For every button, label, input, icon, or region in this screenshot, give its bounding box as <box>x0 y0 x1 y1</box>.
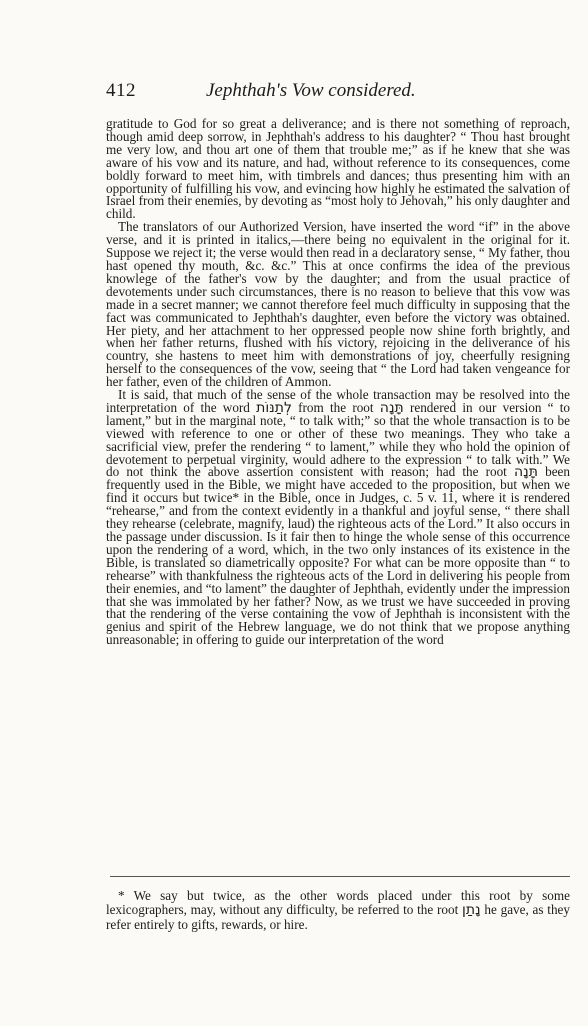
body-text <box>106 118 570 647</box>
paragraph-3: It is said, that much of the sense of the whole transaction may be resolved into the interpretation of the word לְתַנּוֹת from the root תָּנָה rendered in our version “ to lament,” but in the marginal note, “ to talk with;” so that the whole transaction is to be viewed with reference to one or other of these two meanings. They who take a sacrificial view, prefer the rendering “ to lament,” while they who hold the opinion of devotement to perpetual virginity, would adhere to the expression “ to talk with.” We do not think the above assertion consistent with reason; had the root תָּנָה been frequently used in the Bible, we might have acceded to the proposition, but when we find it occurs but twice* in the Bible, once in Judges, c. 5 v. 11, where it is rendered “rehearse,” and from the context evidently in a thankful and joyful sense, “ there shall they rehearse (celebrate, magnify, laud) the righteous acts of the Lord.” It also occurs in the passage under discussion. Is it fair then to hinge the whole sense of this occurrence upon the rendering of a word, which, in the two only instances of its existence in the Bible, is translated so diametrically opposite? For what can be more opposite than “ to rehearse” with thankfulness the righteous acts of the Lord in delivering his people from their enemies, and “to lament” the daughter of Jephthah, evidently under the impression that she was immolated by her father? Now, as we trust we have succeeded in proving that the rendering of the verse containing the vow of Jephthah is inconsistent with the genius and spirit of the Hebrew language, we do not think that we propose anything unreasonable; in offering to guide our interpretation of the word <box>106 387 570 648</box>
paragraph-1: gratitude to God for so great a deliverance; and is there not something of reproach, though amid deep sorrow, in Jephthah's address to his daughter? “ Thou hast brought me very low, and thou art one of them that trouble me;” as if he knew that she was aware of his vow and its nature, and had, without reference to its consequences, come boldly forward to meet him, with timbrels and dances; thus presenting him with an opportunity of fulfilling his vow, and evincing how highly he estimated the salvation of Israel from their enemies, by devoting as “most holy to Jehovah,” his only daughter and child. <box>106 116 570 222</box>
footnote-text: * We say but twice, as the other words placed under this root by some lexicographers, may, without any difficulty, be referred to the root נָתַן he gave, as they refer entirely to gifts, rewards, or hire. <box>106 888 570 932</box>
paragraph-2: The translators of our Authorized Version, have inserted the word “if” in the above verse, and it is printed in italics,—there being no equivalent in the original for it. Suppose we reject it; the verse would then read in a declaratory sense, “ My father, thou hast opened thy mouth, &c. &c.” This at once confirms the idea of the previous knowlege of the father's vow by the daughter; and from the usual practice of devotements under such circumstances, there is no reason to believe that this vow was made in a secret manner; we cannot therefore feel much difficulty in supposing that the fact was communicated to Jephthah's daughter, even before the victory was obtained. Her piety, and her attachment to her oppressed people now shine forth brightly, and when her father returns, flushed with his victory, rejoicing in the deliverance of his country, she hastens to meet him with demonstrations of joy, cheerfully resigning herself to the consequences of the vow, seeing that “ the Lord had taken vengeance for her father, even of the children of Ammon. <box>106 219 570 390</box>
footnote <box>106 889 570 932</box>
running-title: Jephthah's Vow considered. <box>206 80 416 101</box>
page-number: 412 <box>106 80 136 101</box>
footnote-divider <box>110 876 570 877</box>
page-header <box>106 80 570 106</box>
